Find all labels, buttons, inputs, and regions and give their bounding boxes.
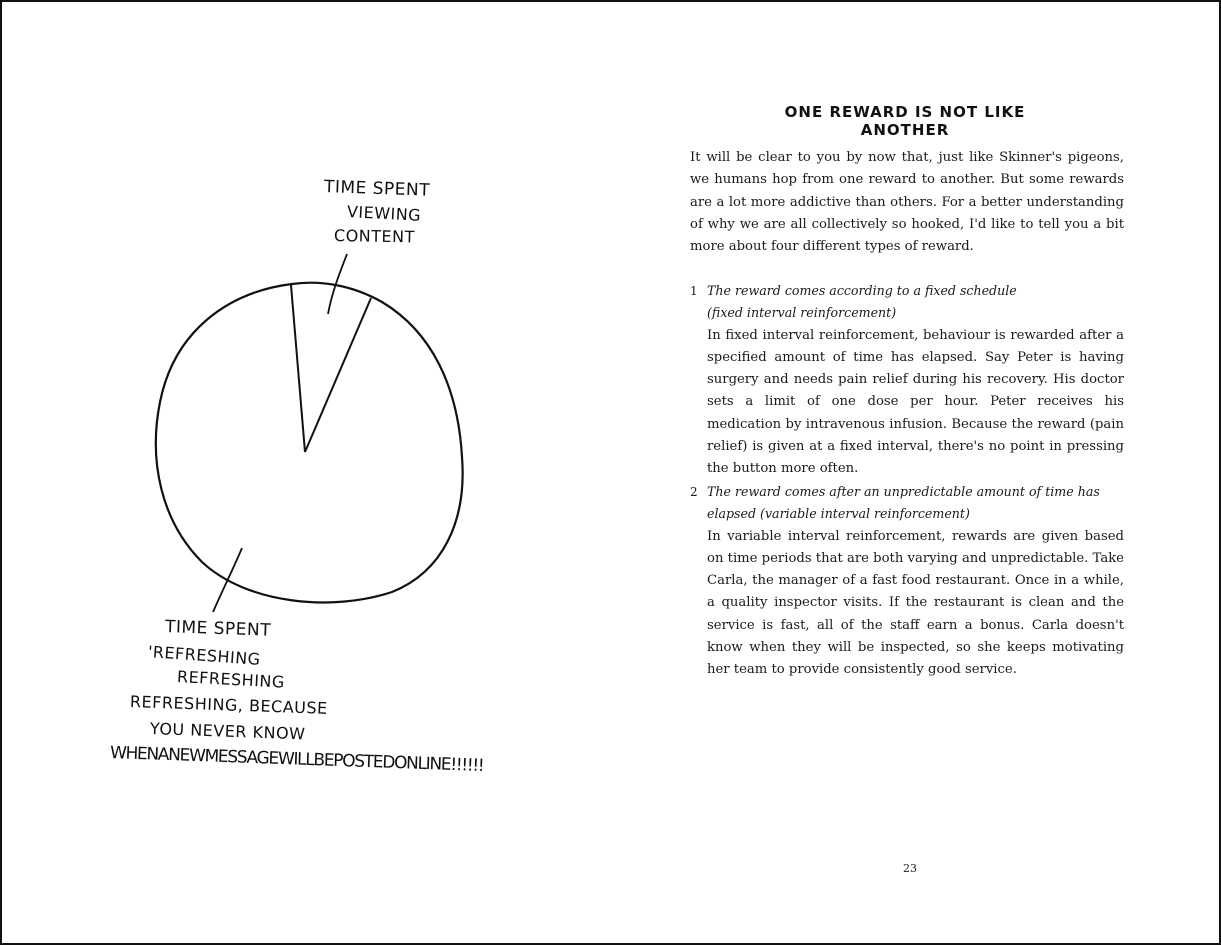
right-page	[610, 2, 1219, 943]
label-refreshing-line2: 'REFRESHING	[147, 642, 262, 669]
pie-slice-edge-right	[305, 298, 371, 452]
label-refreshing-line1: TIME SPENT	[164, 617, 272, 641]
list-item-body: In variable interval reinforcement, rewards are given based on time periods that are both varying and unpredictable. Take Carla, the manager of a fast food restaurant. Once in a while, a quality inspector visits. If the restaurant is clean and the service is fast, all of the staff earn a bonus. Carla doesn't know when they will be inspected, so she keeps motivating her team to provide consistently good service.	[707, 528, 1124, 678]
label-viewing-line1: TIME SPENT	[323, 177, 431, 201]
pie-illustration	[2, 2, 610, 943]
intro-paragraph: It will be clear to you by now that, just like Skinner's pigeons, we humans hop from one reward to another. But some rewards are a lot more addictive than others. For a better understanding of why we are all collectively so hooked, I'd like to tell you a bit more about four different types of reward.	[690, 150, 1124, 255]
list-item-body: In fixed interval reinforcement, behaviour is rewarded after a specified amount of time has elapsed. Say Peter is having surgery and needs pain relief during his recovery. His doctor sets a limit of one dose per hour. Peter receives his medication by intravenous infusion. Because the reward (pain relief) is given at a fixed interval, there's no point in pressing the button more often.	[707, 327, 1124, 477]
list-item-title-line1: The reward comes according to a fixed schedule	[707, 283, 1017, 298]
list-item-title-line2: elapsed (variable interval reinforcement)	[707, 506, 970, 522]
list-item-title-line1: The reward comes after an unpredictable amount of time has	[707, 484, 1100, 499]
list-item-title-line2: (fixed interval reinforcement)	[707, 305, 897, 321]
label-viewing-line3: CONTENT	[333, 226, 416, 247]
list-item	[690, 481, 1124, 682]
pie-slice-edge-left	[291, 285, 305, 452]
pointer-refreshing	[213, 548, 242, 612]
list-item-number: 2	[690, 485, 698, 499]
list-item	[690, 280, 1124, 481]
section-heading: ONE REWARD IS NOT LIKE ANOTHER	[784, 103, 1026, 139]
label-refreshing-line6: WHENANEWMESSAGEWILLBEPOSTEDONLINE!!!!!!	[109, 743, 484, 777]
label-refreshing-line5: YOU NEVER KNOW	[149, 719, 306, 744]
label-refreshing-line4: REFRESHING, BECAUSE	[129, 692, 328, 718]
label-viewing-line2: VIEWING	[346, 202, 422, 225]
left-page	[2, 2, 610, 943]
list-item-number: 1	[690, 284, 698, 298]
page-number: 23	[903, 862, 917, 875]
label-refreshing-line3: REFRESHING	[176, 667, 286, 692]
